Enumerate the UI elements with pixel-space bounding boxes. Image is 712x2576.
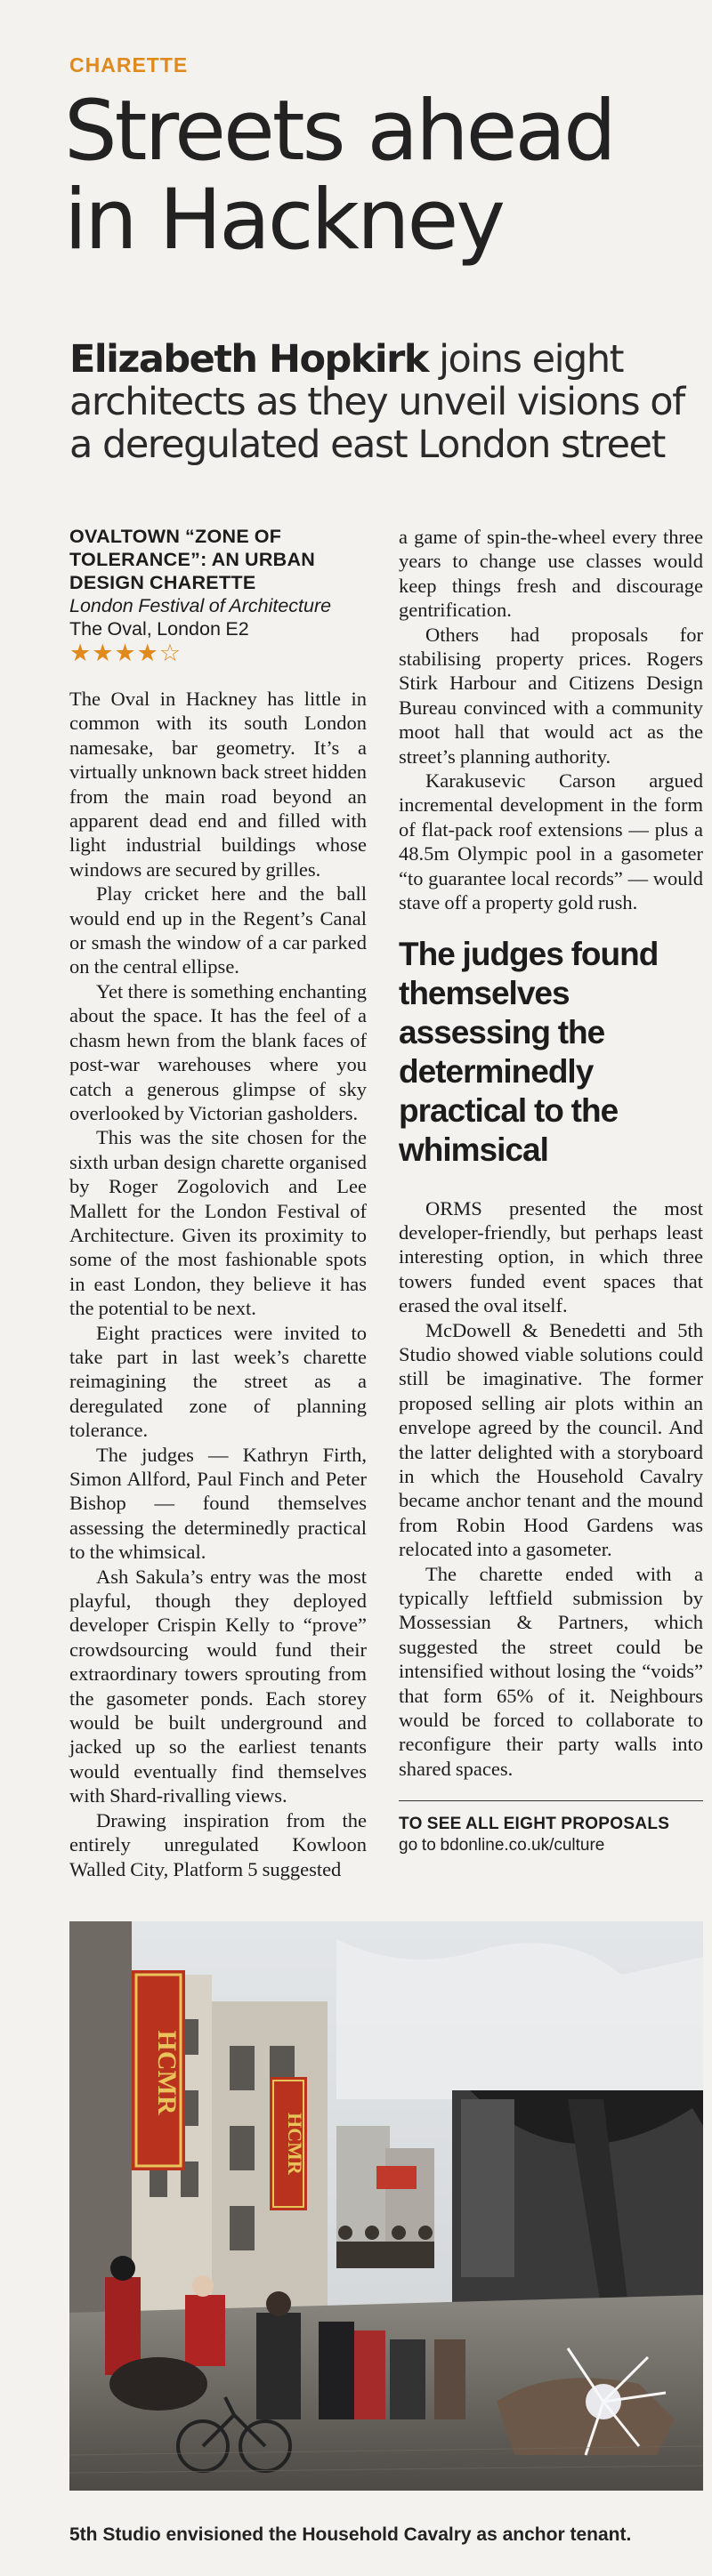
banner-text-2: HCMR — [284, 2113, 306, 2175]
paragraph: Yet there is something enchanting about the space. It has the feel of a chasm hewn from the blank faces of post-war warehouses where you catch a generous glimpse of sky overlooked by Victorian gasholders. — [69, 979, 367, 1124]
paragraph: Eight practices were invited to take part in last week’s charette reimagining the street as a deregulated zone of planning tolerance. — [69, 1321, 367, 1442]
section-kicker: CHARETTE — [69, 53, 189, 76]
paragraph: Ash Sakula’s entry was the most playful, though they deployed developer Crispin Kelly to “prove” crowdsourcing would fund their extraordinary towers sprouting from the gasometer ponds. Each storey would be built underground and jacked up so the earliest tenants would eventually find themselves with Shard-rivalling views. — [69, 1565, 367, 1807]
column-1 — [69, 525, 367, 1881]
paragraph: The judges — Kathryn Firth, Simon Allford, Paul Finch and Peter Bishop — found themselves assessing the determinedly practical to the whimsical. — [69, 1443, 367, 1564]
photo-caption: 5th Studio envisioned the Household Cavalry as anchor tenant. — [69, 2524, 632, 2545]
paragraph: The charette ended with a typically leftfield submission by Mossessian & Partners, which suggested the street could be intensified without losing the “voids” that form 65% of it. Neighbours would be forced to collaborate to reconfigure their party walls into shared spaces. — [399, 1562, 703, 1780]
banner-text-1: HCMR — [152, 2030, 182, 2115]
paragraph: ORMS presented the most developer-friendly, but perhaps least interesting option, in which three towers funded event spaces that erased the oval itself. — [399, 1196, 703, 1317]
column-1-body — [69, 687, 367, 1881]
paragraph: McDowell & Benedetti and 5th Studio showed viable solutions could still be imaginative. The former proposed selling air plots within an envelope agreed by the council. And the latter delighted with a storyboard in which the Household Cavalry became anchor tenant and the mound from Robin Hood Gardens was relocated into a gasometer. — [399, 1318, 703, 1561]
paragraph: This was the site chosen for the sixth urban design charette organised by Roger Zogolovich and Lee Mallett for the London Festival of Architecture. Given its proximity to some of the most fashionable spots in east London, they believe it has the potential to be next. — [69, 1126, 367, 1320]
review-organiser: London Festival of Architecture — [69, 595, 332, 616]
article-photo — [69, 1921, 703, 2491]
review-venue: The Oval, London E2 — [69, 618, 249, 640]
paragraph: Others had proposals for stabilising property prices. Rogers Stirk Harbour and Citizens Design Bureau convinced with a community moot hall that would act as the street’s planning authority. — [399, 623, 703, 768]
proposals-box — [399, 1800, 703, 1856]
paragraph: Karakusevic Carson argued incremental development in the form of flat-pack roof extensions — plus a 48.5m Olympic pool in a gasometer “to guarantee local records” — would stave off a property gold rush. — [399, 769, 703, 914]
paragraph: Play cricket here and the ball would end up in the Regent’s Canal or smash the window of a car parked on the central ellipse. — [69, 882, 367, 978]
headline: Streets ahead in Hackney — [64, 83, 614, 269]
standfirst — [69, 338, 701, 466]
column-2-bottom-body — [399, 1196, 703, 1782]
review-title: OVALTOWN “ZONE OF TOLERANCE”: AN URBAN DESIGN CHARETTE — [69, 526, 316, 593]
proposals-link[interactable]: go to bdonline.co.uk/culture — [399, 1836, 605, 1856]
proposals-title: TO SEE ALL EIGHT PROPOSALS — [399, 1815, 670, 1834]
column-2-top-body — [399, 525, 703, 915]
star-rating: ★★★★☆ — [69, 640, 182, 667]
paragraph: Drawing inspiration from the entirely unregulated Kowloon Walled City, Platform 5 suggested — [69, 1808, 367, 1880]
review-info-box — [69, 525, 367, 667]
paragraph: The Oval in Hackney has little in common with its south London namesake, bar geometry. It’s a virtually unknown back street hidden from the main road beyond an apparent dead end and filled with light industrial buildings whose windows are secured by grilles. — [69, 688, 367, 881]
guard-figure — [105, 2277, 141, 2375]
paragraph: a game of spin-the-wheel every three years to change use classes would keep things fresh and discourage gentrification. — [399, 526, 703, 622]
standfirst-text: joins eight architects as they unveil visions of a deregulated east London street — [69, 337, 684, 467]
column-2 — [399, 525, 703, 1856]
author-name: Elizabeth Hopkirk — [69, 337, 428, 382]
street-scene-illustration — [69, 1921, 703, 2491]
pull-quote: The judges found themselves assessing the determinedly practical to the whimsical — [399, 935, 659, 1168]
